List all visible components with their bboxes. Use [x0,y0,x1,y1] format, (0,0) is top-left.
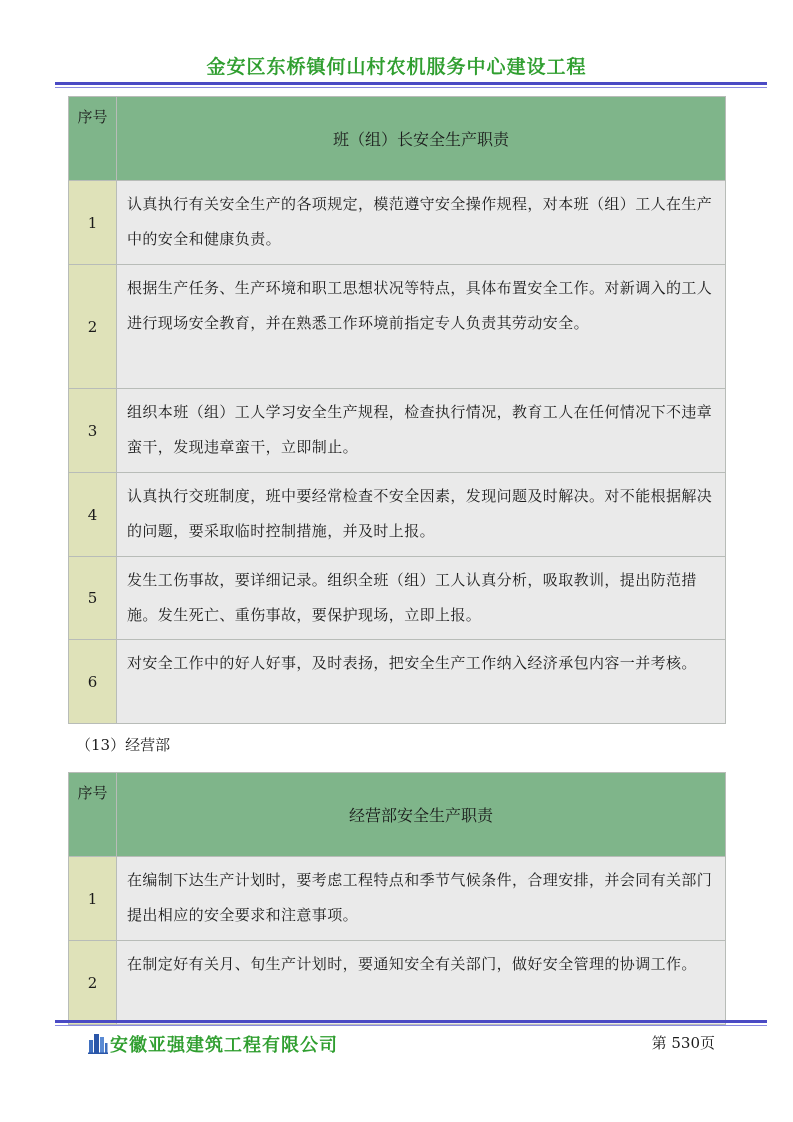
row-number: 1 [69,857,117,941]
team-leader-duty-table [68,96,726,724]
business-dept-duty-table [68,772,726,1025]
table-header-row [69,97,726,181]
table-row [69,389,726,473]
row-text: 在编制下达生产计划时，要考虑工程特点和季节气候条件，合理安排，并会同有关部门提出相应的安全要求和注意事项。 [117,857,726,941]
row-text: 对安全工作中的好人好事，及时表扬，把安全生产工作纳入经济承包内容一并考核。 [117,640,726,724]
table-header-row [69,773,726,857]
header-rule-thin [55,87,767,88]
document-header-title: 金安区东桥镇何山村农机服务中心建设工程 [206,56,587,78]
page-number: 第 530页 [651,1034,715,1052]
row-number: 3 [69,389,117,473]
table-row [69,557,726,640]
building-logo-icon [88,1032,108,1054]
footer-rule [55,1020,767,1023]
table-row [69,857,726,941]
table-row [69,265,726,389]
header-rule [55,82,767,85]
section-label: （13）经营部 [76,736,171,754]
table-row [69,640,726,724]
row-text: 在制定好有关月、旬生产计划时，要通知安全有关部门，做好安全管理的协调工作。 [117,941,726,1025]
column-header-title: 经营部安全生产职责 [117,773,726,857]
row-number: 5 [69,557,117,640]
row-text: 根据生产任务、生产环境和职工思想状况等特点，具体布置安全工作。对新调入的工人进行现场安全教育，并在熟悉工作环境前指定专人负责其劳动安全。 [117,265,726,389]
row-number: 1 [69,181,117,265]
row-number: 2 [69,941,117,1025]
row-number: 4 [69,473,117,557]
row-text: 认真执行有关安全生产的各项规定，模范遵守安全操作规程，对本班（组）工人在生产中的安全和健康负责。 [117,181,726,265]
column-header-title: 班（组）长安全生产职责 [117,97,726,181]
row-text: 组织本班（组）工人学习安全生产规程，检查执行情况，教育工人在任何情况下不违章蛮干，发现违章蛮干，立即制止。 [117,389,726,473]
footer-rule-thin [55,1025,767,1026]
row-text: 发生工伤事故，要详细记录。组织全班（组）工人认真分析，吸取教训，提出防范措施。发生死亡、重伤事故，要保护现场，立即上报。 [117,557,726,640]
table-row [69,181,726,265]
table-row [69,941,726,1025]
row-number: 6 [69,640,117,724]
footer-company-name: 安徽亚强建筑工程有限公司 [110,1035,338,1056]
column-header-number: 序号 [69,97,117,181]
row-text: 认真执行交班制度，班中要经常检查不安全因素，发现问题及时解决。对不能根据解决的问题，要采取临时控制措施，并及时上报。 [117,473,726,557]
table-row [69,473,726,557]
row-number: 2 [69,265,117,389]
column-header-number: 序号 [69,773,117,857]
